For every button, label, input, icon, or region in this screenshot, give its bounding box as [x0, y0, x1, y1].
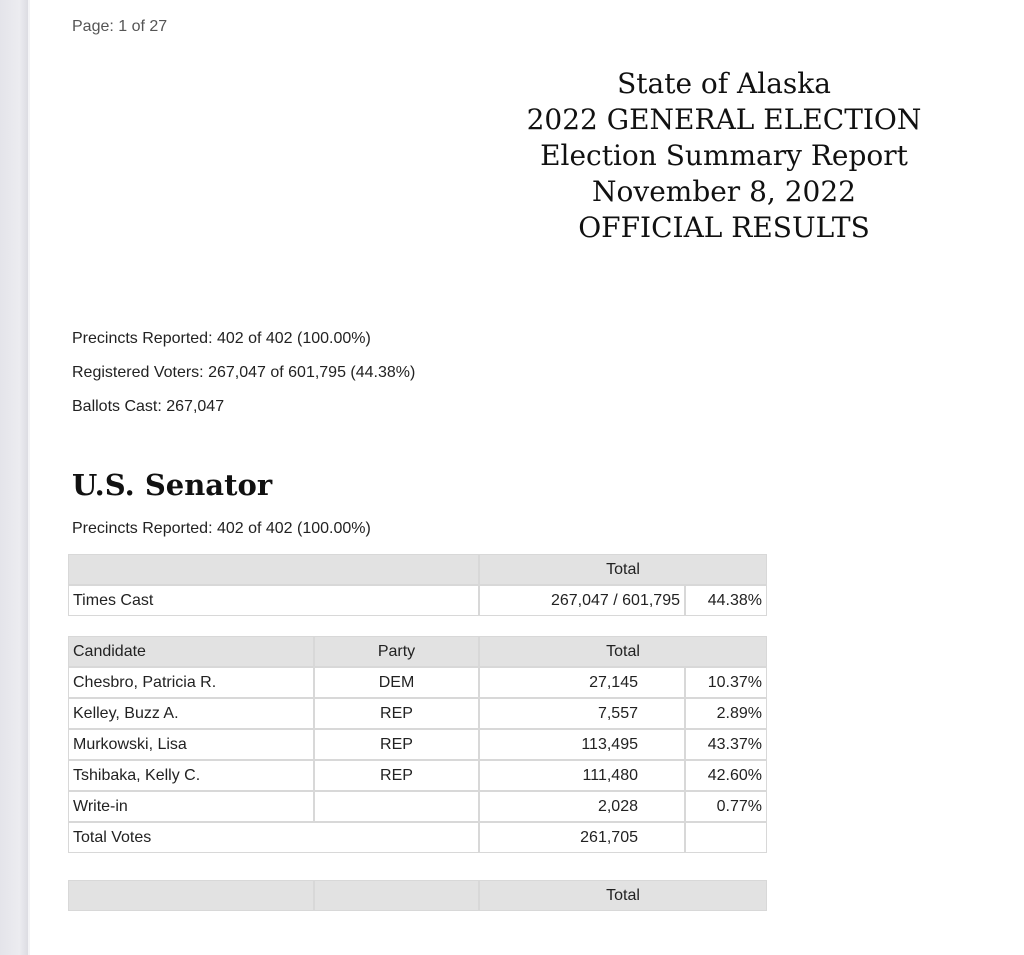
candidate-name: Tshibaka, Kelly C.: [68, 760, 314, 791]
candidate-name: Kelley, Buzz A.: [68, 698, 314, 729]
candidate-party: REP: [314, 760, 479, 791]
total-votes-value: 261,705: [479, 822, 685, 853]
times-cast-table: [68, 554, 767, 616]
candidate-name: Write-in: [68, 791, 314, 822]
precincts-reported: Precincts Reported: 402 of 402 (100.00%): [72, 330, 371, 347]
times-cast-count: 267,047 / 601,795: [479, 585, 685, 616]
header-total: Total: [479, 880, 767, 911]
title-line-state: State of Alaska: [617, 67, 831, 100]
race-title: U.S. Senator: [72, 468, 273, 502]
times-cast-row: [68, 585, 767, 616]
header-total: Total: [479, 636, 767, 667]
candidates-table: [68, 636, 767, 853]
candidate-percent: 0.77%: [685, 791, 767, 822]
summary-stats: [72, 326, 415, 428]
title-line-date: November 8, 2022: [592, 175, 856, 208]
candidate-name: Murkowski, Lisa: [68, 729, 314, 760]
times-cast-label: Times Cast: [68, 585, 479, 616]
title-line-report: Election Summary Report: [540, 139, 908, 172]
next-race-header: [68, 880, 767, 911]
report-title: [504, 66, 944, 246]
candidate-votes: 2,028: [479, 791, 685, 822]
ballots-cast: Ballots Cast: 267,047: [72, 398, 225, 415]
candidate-party: [314, 791, 479, 822]
candidate-party: REP: [314, 729, 479, 760]
candidate-percent: 2.89%: [685, 698, 767, 729]
total-votes-label: Total Votes: [68, 822, 479, 853]
total-votes-row: [68, 822, 767, 853]
candidate-votes: 111,480: [479, 760, 685, 791]
header-candidate: Candidate: [68, 636, 314, 667]
candidate-percent: 42.60%: [685, 760, 767, 791]
candidate-party: DEM: [314, 667, 479, 698]
candidate-percent: 10.37%: [685, 667, 767, 698]
table-row: [68, 760, 767, 791]
candidate-party: REP: [314, 698, 479, 729]
title-line-status: OFFICIAL RESULTS: [578, 211, 870, 244]
candidate-votes: 7,557: [479, 698, 685, 729]
times-cast-percent: 44.38%: [685, 585, 767, 616]
candidate-name: Chesbro, Patricia R.: [68, 667, 314, 698]
table-row: [68, 791, 767, 822]
header-total: Total: [479, 554, 767, 585]
candidate-votes: 27,145: [479, 667, 685, 698]
page-indicator: Page: 1 of 27: [72, 18, 168, 35]
times-cast-header: [68, 554, 767, 585]
header-empty: [314, 880, 479, 911]
candidate-votes: 113,495: [479, 729, 685, 760]
candidates-header: [68, 636, 767, 667]
registered-voters: Registered Voters: 267,047 of 601,795 (44.38%): [72, 364, 416, 381]
race-precincts: Precincts Reported: 402 of 402 (100.00%): [72, 520, 371, 537]
viewer-margin: [0, 0, 28, 955]
table-row: [68, 698, 767, 729]
table-row: [68, 667, 767, 698]
header-empty: [68, 880, 314, 911]
header-empty: [68, 554, 479, 585]
candidate-percent: 43.37%: [685, 729, 767, 760]
title-line-election: 2022 GENERAL ELECTION: [526, 103, 922, 136]
header-party: Party: [314, 636, 479, 667]
table-row: [68, 729, 767, 760]
total-votes-percent-empty: [685, 822, 767, 853]
next-race-table: [68, 880, 767, 911]
